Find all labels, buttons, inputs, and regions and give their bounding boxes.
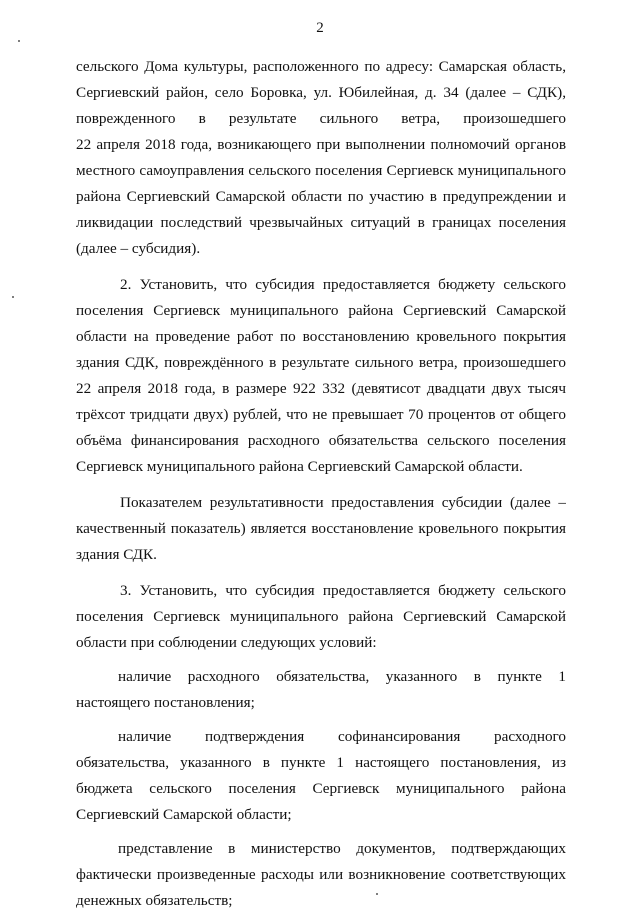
text-line: сельского Дома культуры, расположенного по адресу: Самарская область, — [76, 58, 566, 75]
condition-cofinancing — [76, 724, 566, 828]
text-line: области при соблюдении следующих условий: — [76, 634, 377, 651]
paragraph-indicator — [76, 490, 566, 568]
text-line: Сергиевский Самарской области; — [76, 806, 292, 823]
text-line: обязательства, указанного в пункте 1 настоящего постановления, из — [76, 754, 566, 771]
text-line: качественный показатель) является восстановление кровельного покрытия — [76, 520, 566, 537]
text-line: Показателем результативности предоставления субсидии (далее – — [120, 494, 566, 511]
paragraph-item-2 — [76, 272, 566, 480]
text-line: наличие подтверждения софинансирования расходного — [118, 728, 566, 745]
text-line: местного самоуправления сельского поселения Сергиевск муниципального — [76, 162, 566, 179]
text-line: 2. Установить, что субсидия предоставляется бюджету сельского — [120, 276, 566, 293]
text-line: 22 апреля 2018 года, в размере 922 332 (девятисот двадцати двух тысяч — [76, 380, 566, 397]
paragraph-item-3 — [76, 578, 566, 656]
text-line: объёма финансирования расходного обязательства сельского поселения — [76, 432, 566, 449]
text-line: Сергиевский район, село Боровка, ул. Юбилейная, д. 34 (далее – СДК), — [76, 84, 566, 101]
condition-obligation — [76, 664, 566, 716]
scan-speck — [376, 893, 378, 895]
text-line: фактически произведенные расходы или возникновение соответствующих — [76, 866, 566, 883]
condition-documents — [76, 836, 566, 914]
scan-speck — [12, 296, 14, 298]
text-line: поврежденного в результате сильного ветра, произошедшего — [76, 110, 566, 127]
text-line: (далее – субсидия). — [76, 240, 201, 257]
paragraph-subsidy-purpose — [76, 54, 566, 262]
document-body — [76, 54, 566, 914]
text-line: здания СДК. — [76, 546, 157, 563]
scan-speck — [18, 40, 20, 42]
text-line: здания СДК, повреждённого в результате сильного ветра, произошедшего — [76, 354, 566, 371]
text-line: денежных обязательств; — [76, 892, 233, 909]
text-line: наличие расходного обязательства, указанного в пункте 1 — [118, 668, 566, 685]
text-line: настоящего постановления; — [76, 694, 255, 711]
text-line: 3. Установить, что субсидия предоставляется бюджету сельского — [120, 582, 566, 599]
text-line: представление в министерство документов, подтверждающих — [118, 840, 566, 857]
text-line: поселения Сергиевск муниципального района Сергиевский Самарской — [76, 302, 566, 319]
text-line: ликвидации последствий чрезвычайных ситуаций в границах поселения — [76, 214, 566, 231]
text-line: Сергиевск муниципального района Сергиевский Самарской области. — [76, 458, 523, 475]
text-line: 22 апреля 2018 года, возникающего при выполнении полномочий органов — [76, 136, 566, 153]
text-line: района Сергиевский Самарской области по участию в предупреждении и — [76, 188, 566, 205]
text-line: бюджета сельского поселения Сергиевск муниципального района — [76, 780, 566, 797]
text-line: поселения Сергиевск муниципального района Сергиевский Самарской — [76, 608, 566, 625]
text-line: области на проведение работ по восстановлению кровельного покрытия — [76, 328, 566, 345]
page-number: 2 — [316, 20, 324, 36]
text-line: трёхсот тридцати двух) рублей, что не превышает 70 процентов от общего — [76, 406, 566, 423]
